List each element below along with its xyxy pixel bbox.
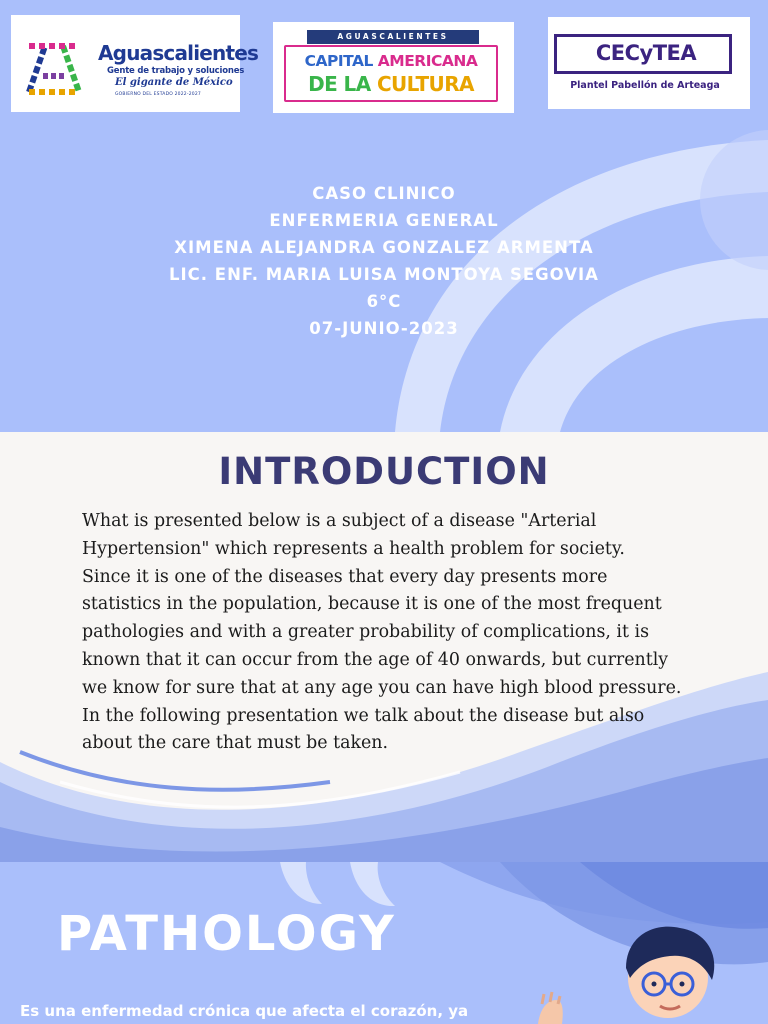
cultura-word: CULTURA — [376, 72, 474, 96]
introduction-body: What is presented below is a subject of a disease "Arterial Hypertension" which represents a health problem for society. Since it is one of the diseases that every day presents more statistics in the population, because it is one of the most frequent pathologies and with a greater probability of complications, it is known that it can occur from the age of 40 onwards, but currently we know for sure that at any age you can have high blood pressure. In the following presentation we talk about the disease but also about the care that must be taken. — [82, 511, 682, 754]
capital-cultura-line1 — [286, 52, 496, 70]
cover-line-group: 6°C — [366, 292, 402, 311]
cover-line-subject: ENFERMERIA GENERAL — [269, 211, 499, 230]
capital-cultura-frame — [284, 45, 498, 102]
aguascalientes-slogan: El gigante de México — [115, 77, 233, 88]
pathology-heading: PATHOLOGY — [57, 906, 396, 962]
pathology-text: Es una enfermedad crónica que afecta el corazón, ya — [20, 1002, 469, 1020]
cover-title-block — [0, 180, 768, 342]
cover-line-teacher: LIC. ENF. MARIA LUISA MONTOYA SEGOVIA — [169, 265, 599, 284]
cover-line-case: CASO CLINICO — [312, 184, 456, 203]
cover-section — [0, 0, 768, 432]
cecytea-logo — [548, 17, 750, 109]
capital-word: CAPITAL — [304, 52, 373, 70]
doctor-illustration — [530, 920, 730, 1024]
introduction-heading: INTRODUCTION — [218, 450, 550, 493]
capital-cultura-logo — [273, 22, 514, 113]
pathology-section — [0, 862, 768, 1024]
cover-line-date: 07-JUNIO-2023 — [309, 319, 459, 338]
cover-line-student: XIMENA ALEJANDRA GONZALEZ ARMENTA — [174, 238, 594, 257]
americana-word: AMERICANA — [377, 52, 478, 70]
cecytea-frame — [554, 34, 732, 74]
aguascalientes-tagline: Gente de trabajo y soluciones — [107, 66, 245, 76]
aguascalientes-name: Aguascalientes — [98, 41, 259, 65]
aguascalientes-a-icon — [23, 38, 85, 100]
capital-cultura-top: AGUASCALIENTES — [307, 30, 479, 44]
capital-cultura-line2 — [286, 72, 496, 96]
aguascalientes-logo — [11, 15, 259, 112]
de-la-word: DE LA — [308, 72, 371, 96]
aguascalientes-gov: GOBIERNO DEL ESTADO 2022-2027 — [115, 92, 201, 97]
cecytea-campus: Plantel Pabellón de Arteaga — [570, 80, 720, 91]
introduction-section — [0, 432, 768, 862]
cecytea-name: CECyTEA — [595, 41, 697, 65]
